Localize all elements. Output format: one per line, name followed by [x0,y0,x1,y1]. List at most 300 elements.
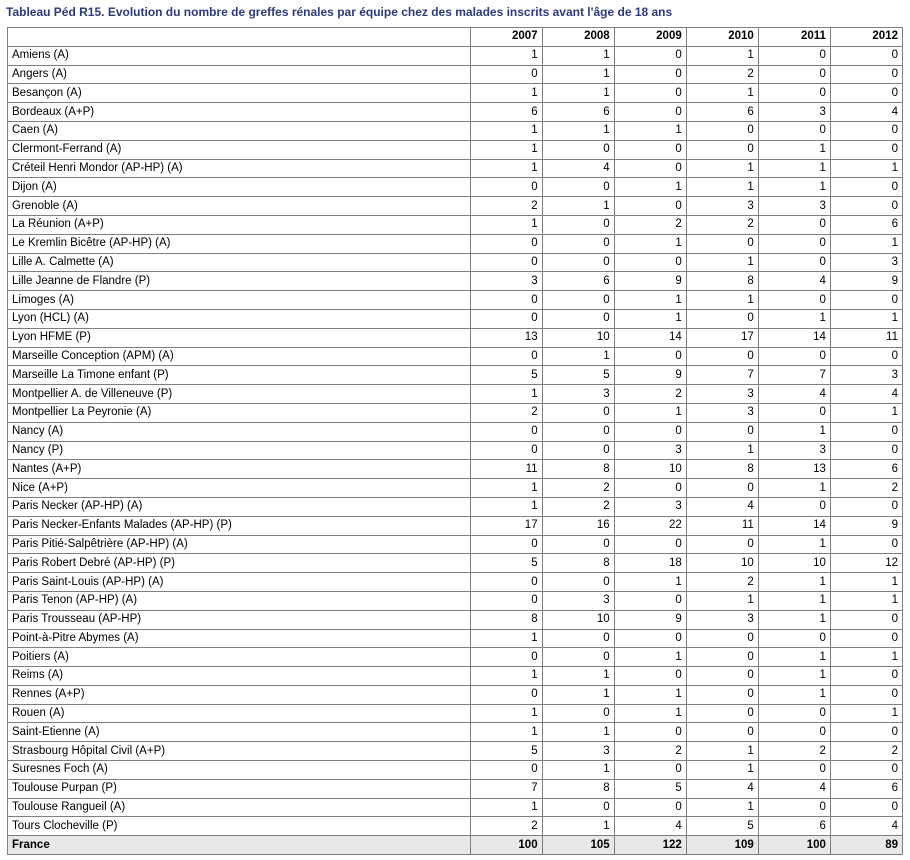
team-name-cell: Toulouse Rangueil (A) [8,798,471,817]
value-cell: 1 [686,591,758,610]
value-cell: 4 [830,103,902,122]
value-cell: 6 [830,215,902,234]
table-row [8,629,903,648]
team-name-cell: Toulouse Purpan (P) [8,779,471,798]
total-cell: 100 [758,836,830,855]
value-cell: 1 [614,309,686,328]
team-name-cell: La Réunion (A+P) [8,215,471,234]
value-cell: 1 [758,685,830,704]
value-cell: 2 [614,742,686,761]
header-row [8,28,903,47]
value-cell: 3 [614,497,686,516]
total-label: France [8,836,471,855]
value-cell: 1 [758,178,830,197]
value-cell: 1 [470,479,542,498]
value-cell: 1 [542,197,614,216]
value-cell: 0 [830,723,902,742]
table-row [8,779,903,798]
value-cell: 6 [470,103,542,122]
value-cell: 7 [470,779,542,798]
team-name-cell: Caen (A) [8,121,471,140]
value-cell: 3 [470,272,542,291]
total-row [8,836,903,855]
team-name-cell: Suresnes Foch (A) [8,761,471,780]
value-cell: 1 [542,667,614,686]
value-cell: 3 [614,441,686,460]
value-cell: 0 [542,704,614,723]
table-row [8,422,903,441]
value-cell: 6 [830,460,902,479]
value-cell: 2 [614,385,686,404]
value-cell: 1 [758,667,830,686]
value-cell: 0 [830,667,902,686]
value-cell: 2 [542,479,614,498]
value-cell: 0 [758,65,830,84]
table-row [8,742,903,761]
value-cell: 0 [830,685,902,704]
value-cell: 1 [470,798,542,817]
value-cell: 8 [542,460,614,479]
value-cell: 0 [470,291,542,310]
value-cell: 0 [470,347,542,366]
table-row [8,366,903,385]
value-cell: 0 [542,253,614,272]
value-cell: 4 [830,817,902,836]
value-cell: 1 [614,573,686,592]
value-cell: 1 [686,178,758,197]
value-cell: 1 [470,159,542,178]
value-cell: 0 [614,629,686,648]
table-row [8,704,903,723]
team-name-cell: Reims (A) [8,667,471,686]
value-cell: 6 [686,103,758,122]
value-cell: 1 [542,347,614,366]
value-cell: 0 [830,291,902,310]
table-row [8,253,903,272]
value-cell: 8 [686,460,758,479]
table-row [8,84,903,103]
value-cell: 1 [758,309,830,328]
team-name-cell: Marseille La Timone enfant (P) [8,366,471,385]
value-cell: 1 [614,121,686,140]
value-cell: 0 [830,497,902,516]
team-name-cell: Paris Necker-Enfants Malades (AP-HP) (P) [8,516,471,535]
value-cell: 0 [470,234,542,253]
value-cell: 2 [542,497,614,516]
value-cell: 8 [542,779,614,798]
team-name-cell: Nantes (A+P) [8,460,471,479]
value-cell: 2 [686,573,758,592]
value-cell: 0 [542,215,614,234]
value-cell: 1 [614,648,686,667]
value-cell: 0 [470,422,542,441]
value-cell: 13 [758,460,830,479]
team-name-cell: Saint-Etienne (A) [8,723,471,742]
table-row [8,197,903,216]
value-cell: 10 [614,460,686,479]
team-name-cell: Paris Robert Debré (AP-HP) (P) [8,554,471,573]
value-cell: 0 [542,422,614,441]
value-cell: 4 [830,385,902,404]
value-cell: 1 [542,65,614,84]
value-cell: 0 [758,704,830,723]
value-cell: 0 [758,46,830,65]
value-cell: 0 [542,629,614,648]
value-cell: 13 [470,328,542,347]
value-cell: 2 [830,479,902,498]
value-cell: 14 [758,328,830,347]
value-cell: 1 [614,234,686,253]
value-cell: 1 [470,121,542,140]
value-cell: 1 [470,629,542,648]
value-cell: 5 [470,366,542,385]
value-cell: 1 [470,667,542,686]
team-name-cell: Paris Saint-Louis (AP-HP) (A) [8,573,471,592]
value-cell: 0 [758,253,830,272]
team-name-cell: Strasbourg Hôpital Civil (A+P) [8,742,471,761]
table-row [8,441,903,460]
team-name-cell: Paris Tenon (AP-HP) (A) [8,591,471,610]
table-row [8,591,903,610]
table-body [8,46,903,835]
value-cell: 0 [542,140,614,159]
table-row [8,291,903,310]
value-cell: 0 [758,234,830,253]
team-name-cell: Angers (A) [8,65,471,84]
table-row [8,817,903,836]
value-cell: 0 [686,629,758,648]
team-name-cell: Paris Pitié-Salpêtrière (AP-HP) (A) [8,535,471,554]
value-cell: 9 [830,272,902,291]
value-cell: 0 [686,422,758,441]
value-cell: 1 [758,535,830,554]
team-name-cell: Lille A. Calmette (A) [8,253,471,272]
value-cell: 1 [542,685,614,704]
value-cell: 0 [542,573,614,592]
value-cell: 0 [758,347,830,366]
value-cell: 0 [758,403,830,422]
value-cell: 3 [686,197,758,216]
value-cell: 0 [686,121,758,140]
value-cell: 0 [758,291,830,310]
value-cell: 18 [614,554,686,573]
value-cell: 0 [614,65,686,84]
table-row [8,272,903,291]
value-cell: 0 [686,535,758,554]
table-row [8,497,903,516]
value-cell: 5 [470,554,542,573]
year-header: 2009 [614,28,686,47]
team-name-cell: Point-à-Pitre Abymes (A) [8,629,471,648]
value-cell: 1 [758,159,830,178]
value-cell: 1 [542,817,614,836]
value-cell: 0 [542,648,614,667]
value-cell: 4 [542,159,614,178]
value-cell: 2 [614,215,686,234]
value-cell: 9 [614,366,686,385]
value-cell: 0 [830,65,902,84]
team-name-cell: Montpellier La Peyronie (A) [8,403,471,422]
value-cell: 14 [758,516,830,535]
value-cell: 5 [470,742,542,761]
team-name-cell: Montpellier A. de Villeneuve (P) [8,385,471,404]
value-cell: 0 [470,591,542,610]
table-row [8,309,903,328]
table-row [8,516,903,535]
table-row [8,761,903,780]
value-cell: 1 [830,159,902,178]
table-row [8,178,903,197]
value-cell: 1 [758,479,830,498]
table-row [8,46,903,65]
value-cell: 1 [542,761,614,780]
value-cell: 0 [614,667,686,686]
value-cell: 4 [758,779,830,798]
value-cell: 0 [614,46,686,65]
value-cell: 11 [686,516,758,535]
value-cell: 3 [758,197,830,216]
value-cell: 3 [830,253,902,272]
team-name-cell: Lille Jeanne de Flandre (P) [8,272,471,291]
value-cell: 0 [614,253,686,272]
value-cell: 2 [686,65,758,84]
table-row [8,479,903,498]
table-row [8,667,903,686]
value-cell: 2 [470,197,542,216]
table-row [8,215,903,234]
value-cell: 1 [470,704,542,723]
value-cell: 0 [686,347,758,366]
table-row [8,121,903,140]
table-row [8,403,903,422]
value-cell: 16 [542,516,614,535]
team-name-cell: Nancy (A) [8,422,471,441]
value-cell: 1 [758,422,830,441]
value-cell: 0 [830,46,902,65]
value-cell: 0 [686,479,758,498]
value-cell: 9 [830,516,902,535]
value-cell: 3 [542,385,614,404]
team-name-cell: Clermont-Ferrand (A) [8,140,471,159]
value-cell: 0 [830,422,902,441]
value-cell: 6 [830,779,902,798]
value-cell: 1 [686,441,758,460]
value-cell: 9 [614,610,686,629]
value-cell: 0 [614,347,686,366]
value-cell: 0 [686,704,758,723]
team-name-cell: Limoges (A) [8,291,471,310]
value-cell: 0 [830,84,902,103]
value-cell: 0 [470,761,542,780]
table-row [8,103,903,122]
value-cell: 3 [758,441,830,460]
value-cell: 0 [830,441,902,460]
table-row [8,573,903,592]
team-name-cell: Nice (A+P) [8,479,471,498]
team-name-cell: Bordeaux (A+P) [8,103,471,122]
value-cell: 1 [758,591,830,610]
team-name-cell: Paris Trousseau (AP-HP) [8,610,471,629]
value-cell: 0 [830,798,902,817]
year-header: 2010 [686,28,758,47]
team-name-cell: Lyon HFME (P) [8,328,471,347]
value-cell: 0 [758,215,830,234]
value-cell: 1 [830,704,902,723]
value-cell: 1 [686,742,758,761]
table-row [8,328,903,347]
value-cell: 1 [830,648,902,667]
value-cell: 1 [686,761,758,780]
value-cell: 1 [686,291,758,310]
year-header: 2007 [470,28,542,47]
value-cell: 5 [614,779,686,798]
value-cell: 0 [758,798,830,817]
total-cell: 100 [470,836,542,855]
value-cell: 0 [758,121,830,140]
value-cell: 2 [686,215,758,234]
team-name-cell: Le Kremlin Bicêtre (AP-HP) (A) [8,234,471,253]
value-cell: 0 [614,422,686,441]
team-column-header [8,28,471,47]
value-cell: 1 [614,704,686,723]
value-cell: 0 [686,140,758,159]
value-cell: 4 [686,779,758,798]
value-cell: 0 [542,441,614,460]
value-cell: 0 [542,178,614,197]
value-cell: 1 [686,84,758,103]
value-cell: 0 [470,573,542,592]
value-cell: 1 [470,497,542,516]
value-cell: 1 [614,685,686,704]
table-row [8,723,903,742]
team-name-cell: Nancy (P) [8,441,471,460]
value-cell: 11 [830,328,902,347]
value-cell: 0 [470,441,542,460]
value-cell: 1 [470,84,542,103]
value-cell: 2 [758,742,830,761]
total-cell: 109 [686,836,758,855]
value-cell: 3 [686,403,758,422]
value-cell: 4 [758,272,830,291]
value-cell: 2 [470,817,542,836]
transplant-table [7,27,903,855]
value-cell: 0 [614,197,686,216]
year-header: 2011 [758,28,830,47]
value-cell: 1 [542,723,614,742]
value-cell: 0 [614,159,686,178]
team-name-cell: Créteil Henri Mondor (AP-HP) (A) [8,159,471,178]
value-cell: 0 [542,309,614,328]
value-cell: 0 [614,535,686,554]
value-cell: 1 [614,291,686,310]
value-cell: 1 [686,253,758,272]
value-cell: 0 [614,591,686,610]
value-cell: 22 [614,516,686,535]
total-cell: 105 [542,836,614,855]
value-cell: 0 [686,723,758,742]
value-cell: 0 [686,685,758,704]
value-cell: 7 [686,366,758,385]
value-cell: 0 [830,178,902,197]
value-cell: 0 [758,761,830,780]
value-cell: 0 [830,535,902,554]
table-row [8,65,903,84]
value-cell: 4 [686,497,758,516]
value-cell: 2 [830,742,902,761]
value-cell: 9 [614,272,686,291]
total-cell: 122 [614,836,686,855]
table-row [8,385,903,404]
team-name-cell: Poitiers (A) [8,648,471,667]
table-title: Tableau Péd R15. Evolution du nombre de greffes rénales par équipe chez des malades inscrits avant l'âge de 18 ans [6,5,673,19]
value-cell: 10 [542,328,614,347]
value-cell: 0 [830,610,902,629]
team-name-cell: Marseille Conception (APM) (A) [8,347,471,366]
value-cell: 0 [470,178,542,197]
value-cell: 1 [542,46,614,65]
value-cell: 0 [470,65,542,84]
value-cell: 0 [614,479,686,498]
value-cell: 17 [470,516,542,535]
table-row [8,610,903,629]
value-cell: 1 [758,140,830,159]
value-cell: 10 [542,610,614,629]
value-cell: 0 [686,309,758,328]
team-name-cell: Grenoble (A) [8,197,471,216]
value-cell: 10 [686,554,758,573]
value-cell: 0 [470,309,542,328]
value-cell: 2 [470,403,542,422]
value-cell: 8 [470,610,542,629]
value-cell: 0 [470,535,542,554]
value-cell: 1 [470,140,542,159]
total-cell: 89 [830,836,902,855]
team-name-cell: Lyon (HCL) (A) [8,309,471,328]
value-cell: 0 [542,403,614,422]
value-cell: 0 [686,667,758,686]
table-row [8,234,903,253]
value-cell: 1 [470,215,542,234]
year-header: 2008 [542,28,614,47]
table-row [8,460,903,479]
value-cell: 0 [686,648,758,667]
value-cell: 1 [614,178,686,197]
value-cell: 1 [758,648,830,667]
value-cell: 0 [830,629,902,648]
table-row [8,159,903,178]
value-cell: 6 [542,272,614,291]
value-cell: 3 [830,366,902,385]
value-cell: 0 [758,497,830,516]
value-cell: 3 [686,385,758,404]
value-cell: 1 [470,723,542,742]
table-row [8,140,903,159]
team-name-cell: Dijon (A) [8,178,471,197]
table-row [8,535,903,554]
value-cell: 0 [614,798,686,817]
value-cell: 6 [758,817,830,836]
value-cell: 5 [542,366,614,385]
value-cell: 1 [830,234,902,253]
team-name-cell: Amiens (A) [8,46,471,65]
value-cell: 1 [830,403,902,422]
value-cell: 0 [542,291,614,310]
value-cell: 11 [470,460,542,479]
value-cell: 0 [830,121,902,140]
value-cell: 0 [470,253,542,272]
value-cell: 6 [542,103,614,122]
value-cell: 0 [758,629,830,648]
